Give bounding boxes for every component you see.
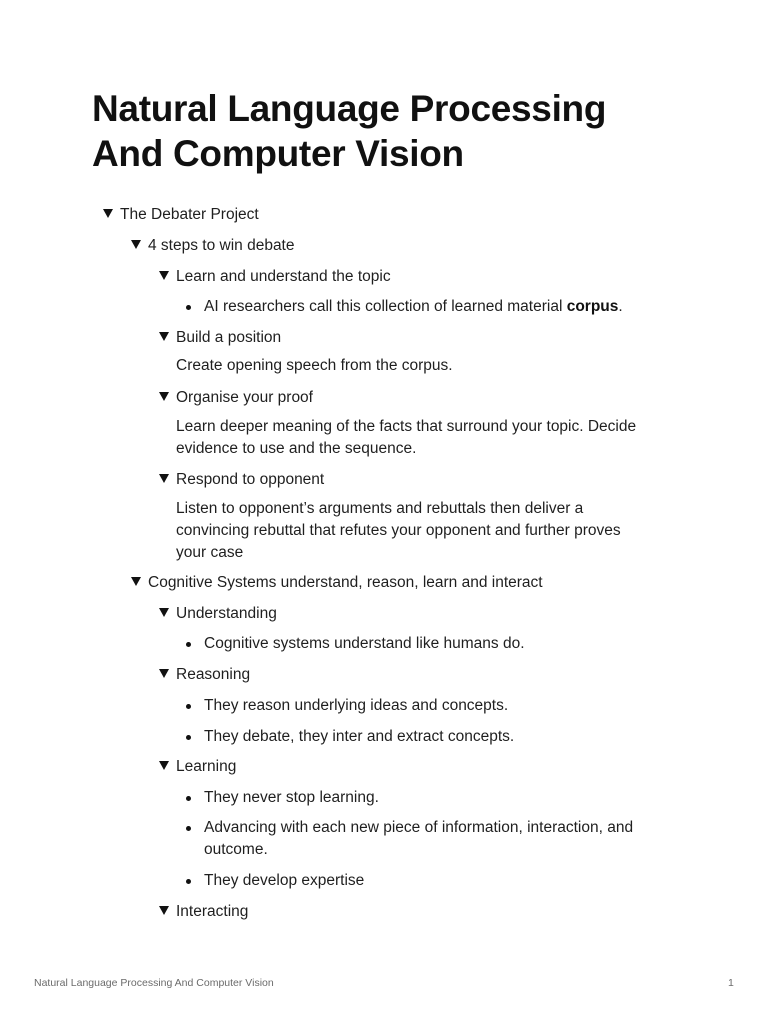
paragraph [176, 416, 676, 460]
list-item [176, 633, 525, 655]
toggle-label: Organise your proof [176, 389, 313, 406]
toggle-understanding[interactable] [159, 603, 277, 625]
toggle-label: Build a position [176, 329, 282, 346]
list-item [176, 695, 508, 717]
triangle-down-icon[interactable] [159, 474, 169, 483]
bullet-dot-icon [186, 796, 191, 801]
triangle-down-icon[interactable] [131, 240, 141, 249]
triangle-down-icon[interactable] [159, 271, 169, 280]
toggle-cognitive-systems[interactable] [131, 572, 543, 594]
toggle-build-position[interactable] [159, 327, 281, 349]
triangle-down-icon[interactable] [159, 608, 169, 617]
list-item [176, 787, 379, 809]
triangle-down-icon[interactable] [159, 761, 169, 770]
list-item-text: outcome. [204, 841, 268, 858]
toggle-reasoning[interactable] [159, 664, 250, 686]
list-item-text: Advancing with each new piece of information, interaction, and [204, 819, 634, 836]
list-item-bold-text: corpus [566, 298, 619, 315]
list-item [176, 296, 623, 318]
toggle-interacting[interactable] [159, 901, 248, 923]
list-item [176, 726, 514, 748]
toggle-four-steps[interactable] [131, 235, 295, 257]
toggle-label: Reasoning [176, 666, 251, 683]
toggle-label: Interacting [176, 903, 249, 920]
bullet-dot-icon [186, 735, 191, 740]
paragraph-line: Listen to opponent’s arguments and rebuttals then deliver a [176, 500, 584, 517]
toggle-organise-proof[interactable] [159, 387, 313, 409]
triangle-down-icon[interactable] [159, 332, 169, 341]
toggle-debater-project[interactable] [103, 204, 259, 226]
list-item-text: Cognitive systems understand like humans do. [204, 635, 525, 652]
list-item-text: AI researchers call this collection of learned material [204, 298, 567, 315]
bullet-dot-icon [186, 826, 191, 831]
bullet-dot-icon [186, 642, 191, 647]
paragraph-line: evidence to use and the sequence. [176, 440, 417, 457]
page-title [92, 86, 712, 176]
list-item-text: They debate, they inter and extract concepts. [204, 728, 515, 745]
toggle-learning[interactable] [159, 756, 236, 778]
toggle-respond-opponent[interactable] [159, 469, 324, 491]
toggle-label: Learning [176, 758, 237, 775]
bullet-dot-icon [186, 704, 191, 709]
toggle-label: Understanding [176, 605, 277, 622]
list-item-text: They never stop learning. [204, 789, 379, 806]
triangle-down-icon[interactable] [159, 392, 169, 401]
paragraph-line: Learn deeper meaning of the facts that surround your topic. Decide [176, 418, 637, 435]
toggle-label: The Debater Project [120, 206, 259, 223]
paragraph-line: Create opening speech from the corpus. [176, 357, 453, 374]
list-item [176, 870, 364, 892]
triangle-down-icon[interactable] [103, 209, 113, 218]
bullet-dot-icon [186, 305, 191, 310]
bullet-dot-icon [186, 879, 191, 884]
list-item-text: They reason underlying ideas and concepts. [204, 697, 509, 714]
triangle-down-icon[interactable] [131, 577, 141, 586]
list-item-text: They develop expertise [204, 872, 365, 889]
toggle-label: Cognitive Systems understand, reason, learn and interact [148, 574, 543, 591]
paragraph-line: convincing rebuttal that refutes your opponent and further proves [176, 522, 621, 539]
page-title-line-2: And Computer Vision [92, 133, 464, 174]
page-number: 1 [728, 977, 734, 989]
toggle-label: Learn and understand the topic [176, 268, 391, 285]
paragraph [176, 498, 676, 564]
triangle-down-icon[interactable] [159, 669, 169, 678]
toggle-label: Respond to opponent [176, 471, 325, 488]
paragraph [176, 355, 676, 377]
page-title-line-1: Natural Language Processing [92, 88, 607, 129]
triangle-down-icon[interactable] [159, 906, 169, 915]
paragraph-line: your case [176, 544, 244, 561]
footer-title: Natural Language Processing And Computer Vision [34, 977, 274, 989]
toggle-label: 4 steps to win debate [148, 237, 295, 254]
list-item [176, 817, 633, 861]
toggle-learn-topic[interactable] [159, 266, 391, 288]
list-item-suffix: . [618, 298, 623, 315]
